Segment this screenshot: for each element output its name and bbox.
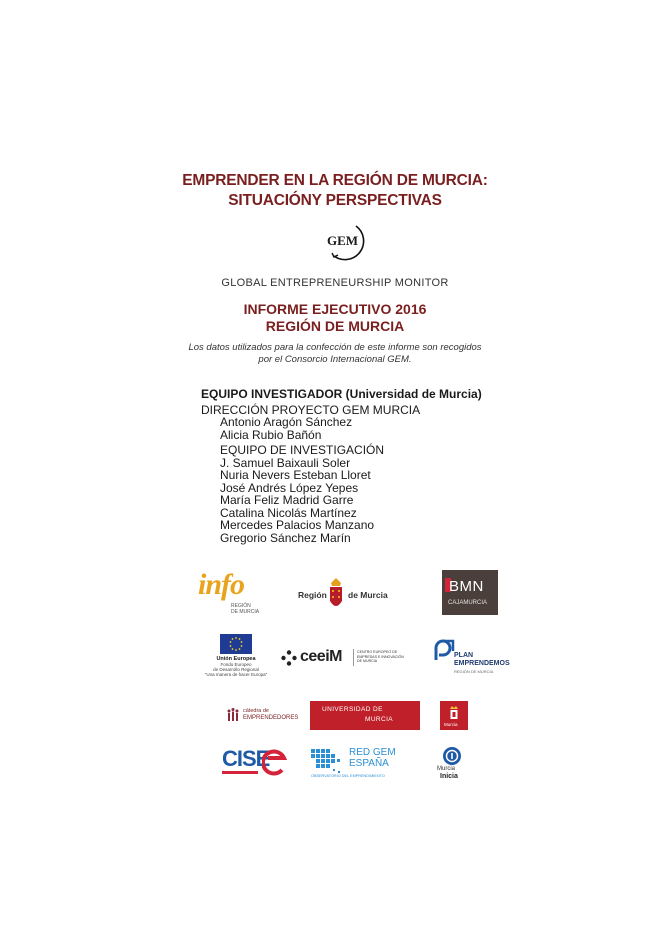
eu-logo-sub3: "Una manera de hacer Europa" — [204, 672, 268, 677]
director: Antonio Aragón Sánchez — [220, 415, 353, 429]
eu-logo — [196, 634, 276, 682]
researcher: María Feliz Madrid Garre — [220, 493, 354, 507]
catedra-people-icon — [226, 707, 240, 723]
info-logo-sub2: DE MURCIA — [231, 609, 260, 615]
region-murcia-logo — [298, 575, 393, 617]
ayuntamiento-text: Murcia — [444, 722, 458, 727]
researcher: José Andrés López Yepes — [220, 480, 359, 495]
bmn-logo-text: BMN — [449, 578, 484, 595]
researcher: Nuria Nevers Esteban Lloret — [220, 468, 371, 482]
title-line-1: EMPRENDER EN LA REGIÓN DE MURCIA: — [182, 172, 488, 189]
murcia-inicia-line-1: Murcia — [437, 766, 456, 772]
ayuntamiento-murcia-logo — [440, 701, 468, 730]
research-heading: EQUIPO DE INVESTIGACIÓN — [220, 443, 385, 457]
info-logo-text: info — [198, 568, 245, 601]
catedra-emprendedores-logo — [226, 703, 299, 727]
crown-crest-icon — [449, 704, 459, 720]
redgem-line-2: ESPAÑA — [349, 758, 389, 769]
eu-logo-sub2: de Desarrollo Regional — [213, 667, 259, 672]
director: Alicia Rubio Bañón — [220, 427, 322, 442]
eu-logo-sub1: Fondo Europeo — [220, 662, 252, 667]
report-line-1: INFORME EJECUTIVO 2016 — [243, 301, 427, 317]
coat-of-arms-icon — [328, 577, 344, 613]
note-line-1: Los datos utilizados para la confección de este informe son recogidos — [188, 342, 482, 353]
document-title — [0, 171, 670, 211]
catedra-line-2: EMPRENDEDORES — [243, 715, 299, 721]
report-title — [0, 301, 670, 335]
researcher: Mercedes Palacios Manzano — [220, 518, 375, 532]
info-logo-sub1: REGIÓN — [231, 603, 251, 609]
direction-heading: DIRECCIÓN PROYECTO GEM MURCIA — [201, 402, 421, 417]
plan-line-2: EMPRENDEMOS — [454, 660, 510, 667]
spain-map-icon — [309, 747, 343, 775]
gem-logo — [318, 222, 368, 262]
report-line-2: REGIÓN DE MURCIA — [265, 318, 405, 334]
murcia-inicia-logo — [436, 746, 468, 782]
redgem-sub: OBSERVATORIO DEL EMPRENDIMIENTO — [311, 774, 385, 778]
ceeim-dots-icon — [281, 650, 297, 666]
researcher: Catalina Nicolás Martínez — [220, 505, 357, 520]
info-logo — [198, 570, 260, 618]
researcher: Gregorio Sánchez Marín — [220, 530, 351, 545]
universidad-line-2: MURCIA — [365, 716, 394, 723]
eu-logo-text: Unión Europea — [216, 656, 256, 662]
red-gem-espana-logo — [309, 745, 399, 781]
bmn-logo — [442, 570, 498, 615]
ceeim-logo — [281, 646, 411, 672]
redgem-line-1: RED GEM — [349, 747, 396, 758]
bmn-logo-sub: CAJAMURCIA — [448, 600, 488, 606]
researcher: J. Samuel Baixauli Soler — [220, 455, 351, 470]
murcia-inicia-icon — [442, 746, 462, 766]
cise-underline — [222, 771, 258, 774]
plan-line-1: PLAN — [454, 652, 474, 659]
universidad-line-1: UNIVERSIDAD DE — [322, 706, 383, 713]
cise-logo — [222, 744, 288, 780]
eu-flag-icon — [220, 634, 252, 654]
region-logo-text: Región — [298, 590, 327, 600]
ceeim-divider — [353, 649, 354, 666]
cise-e-icon — [262, 744, 288, 778]
ceeim-logo-sub: CENTRO EUROPEO DE EMPRESAS E INNOVACIÓN DE MURCIA — [357, 650, 404, 663]
gem-logo-text: GEM — [327, 233, 359, 248]
murcia-inicia-line-2: Inicia — [440, 773, 458, 780]
plan-arrow-icon — [430, 638, 456, 664]
note-line-2: por el Consorcio Internacional GEM. — [258, 354, 412, 365]
title-line-2: SITUACIÓNY PERSPECTIVAS — [228, 192, 442, 209]
ceeim-logo-text: ceeiM — [300, 648, 342, 665]
region-logo-text-2: de Murcia — [348, 590, 388, 600]
plan-emprendemos-logo — [430, 638, 510, 678]
data-note — [0, 342, 670, 366]
catedra-line-1: cátedra de — [243, 708, 269, 714]
team-heading: EQUIPO INVESTIGADOR (Universidad de Murcia) — [201, 387, 482, 401]
universidad-murcia-logo — [310, 701, 420, 730]
research-team — [201, 388, 521, 544]
monitor-title: GLOBAL ENTREPRENEURSHIP MONITOR — [221, 277, 449, 289]
cise-logo-text: CISE — [222, 746, 270, 771]
plan-sub: REGIÓN DE MURCIA — [454, 669, 494, 674]
